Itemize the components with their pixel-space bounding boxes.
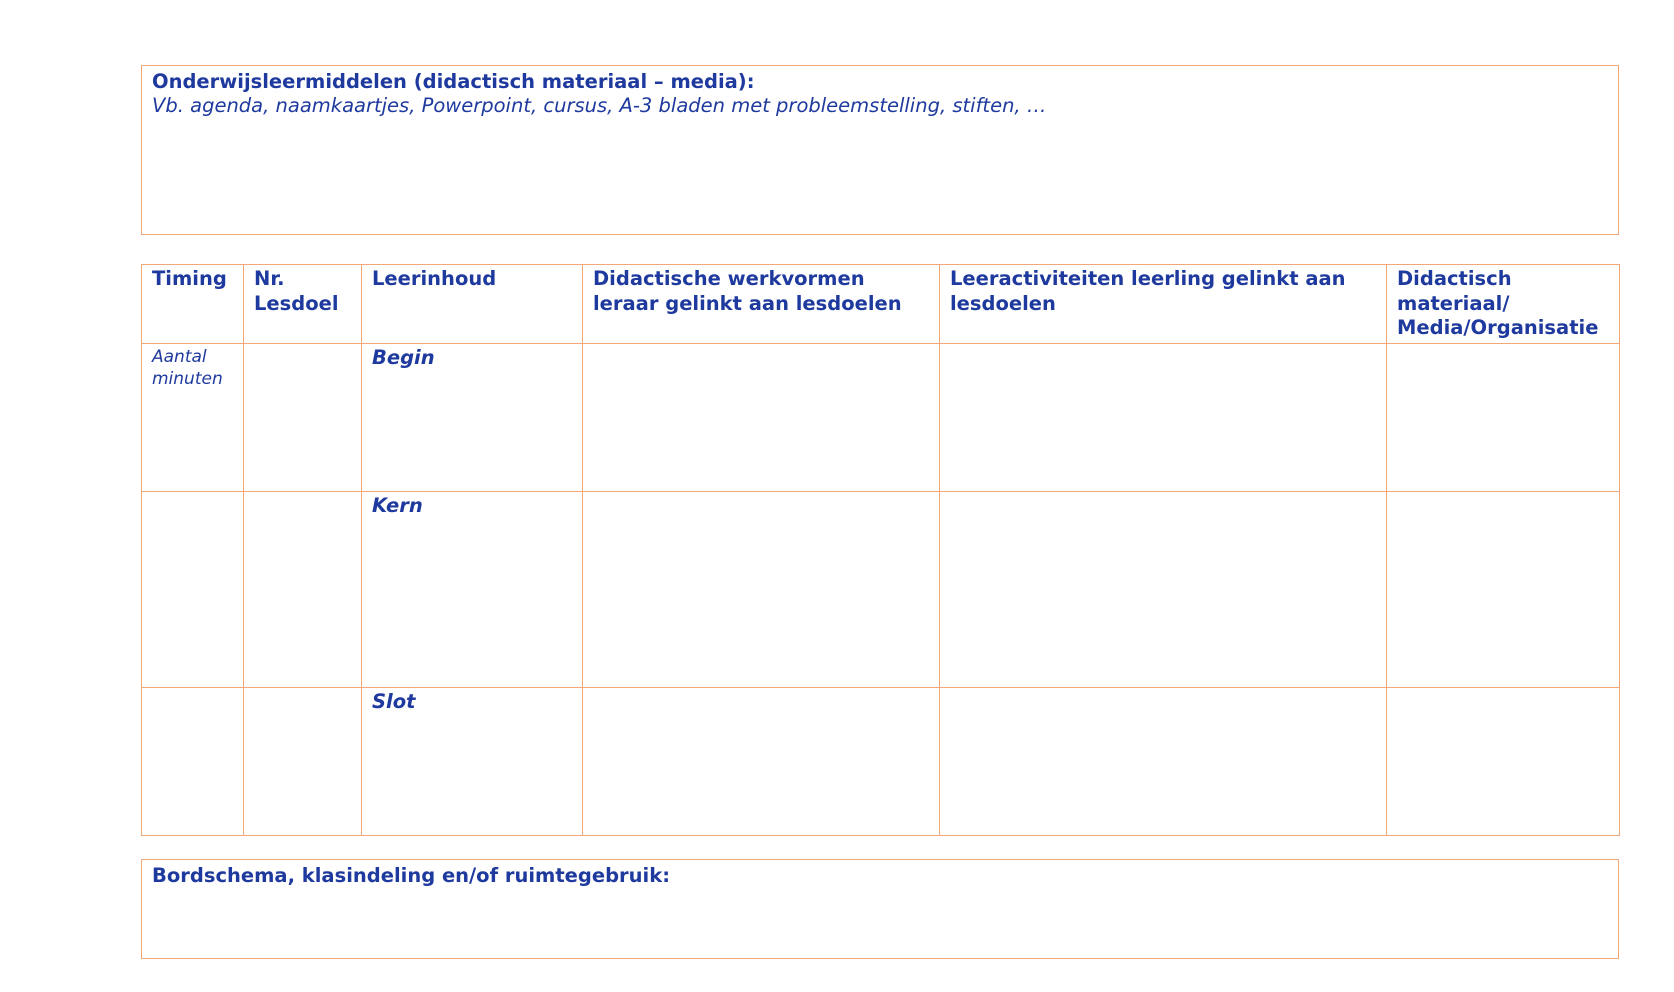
column-header-learning-content: Leerinhoud — [362, 265, 583, 344]
cell-teaching-methods[interactable] — [583, 491, 940, 687]
cell-lesson-goal-number[interactable] — [244, 343, 362, 491]
cell-learning-content[interactable] — [362, 491, 583, 687]
cell-learning-activities[interactable] — [940, 343, 1387, 491]
cell-timing[interactable] — [142, 343, 244, 491]
cell-learning-content[interactable] — [362, 343, 583, 491]
board-layout-box — [141, 859, 1619, 959]
column-header-teaching-methods: Didactische werkvormen leraar gelinkt aan lesdoelen — [583, 265, 940, 344]
board-layout-title: Bordschema, klasindeling en/of ruimtegebruik: — [152, 864, 670, 887]
cell-materials-organisation[interactable] — [1387, 343, 1620, 491]
cell-teaching-methods[interactable] — [583, 687, 940, 835]
column-header-learning-activities: Leeractiviteiten leerling gelinkt aan lesdoelen — [940, 265, 1387, 344]
teaching-materials-title: Onderwijsleermiddelen (didactisch materiaal – media): — [152, 70, 755, 93]
table-row-begin — [142, 343, 1620, 491]
column-header-timing: Timing — [142, 265, 244, 344]
cell-lesson-goal-number[interactable] — [244, 687, 362, 835]
cell-learning-activities[interactable] — [940, 687, 1387, 835]
cell-lesson-goal-number[interactable] — [244, 491, 362, 687]
cell-materials-organisation[interactable] — [1387, 491, 1620, 687]
table-row-kern — [142, 491, 1620, 687]
cell-timing[interactable] — [142, 491, 244, 687]
cell-materials-organisation[interactable] — [1387, 687, 1620, 835]
phase-label-begin: Begin — [372, 345, 435, 369]
lesson-plan-table — [141, 264, 1620, 836]
cell-learning-content[interactable] — [362, 687, 583, 835]
timing-hint: Aantal minuten — [152, 346, 223, 389]
table-row-slot — [142, 687, 1620, 835]
teaching-materials-example: Vb. agenda, naamkaartjes, Powerpoint, cursus, A-3 bladen met probleemstelling, stiften, … — [152, 94, 1047, 117]
phase-label-kern: Kern — [372, 493, 423, 517]
cell-timing[interactable] — [142, 687, 244, 835]
table-header-row — [142, 265, 1620, 344]
phase-label-slot: Slot — [372, 689, 416, 713]
teaching-materials-box — [141, 65, 1619, 235]
cell-learning-activities[interactable] — [940, 491, 1387, 687]
column-header-materials-organisation: Didactisch materiaal/ Media/Organisatie — [1387, 265, 1620, 344]
cell-teaching-methods[interactable] — [583, 343, 940, 491]
column-header-lesson-goal-number: Nr. Lesdoel — [244, 265, 362, 344]
